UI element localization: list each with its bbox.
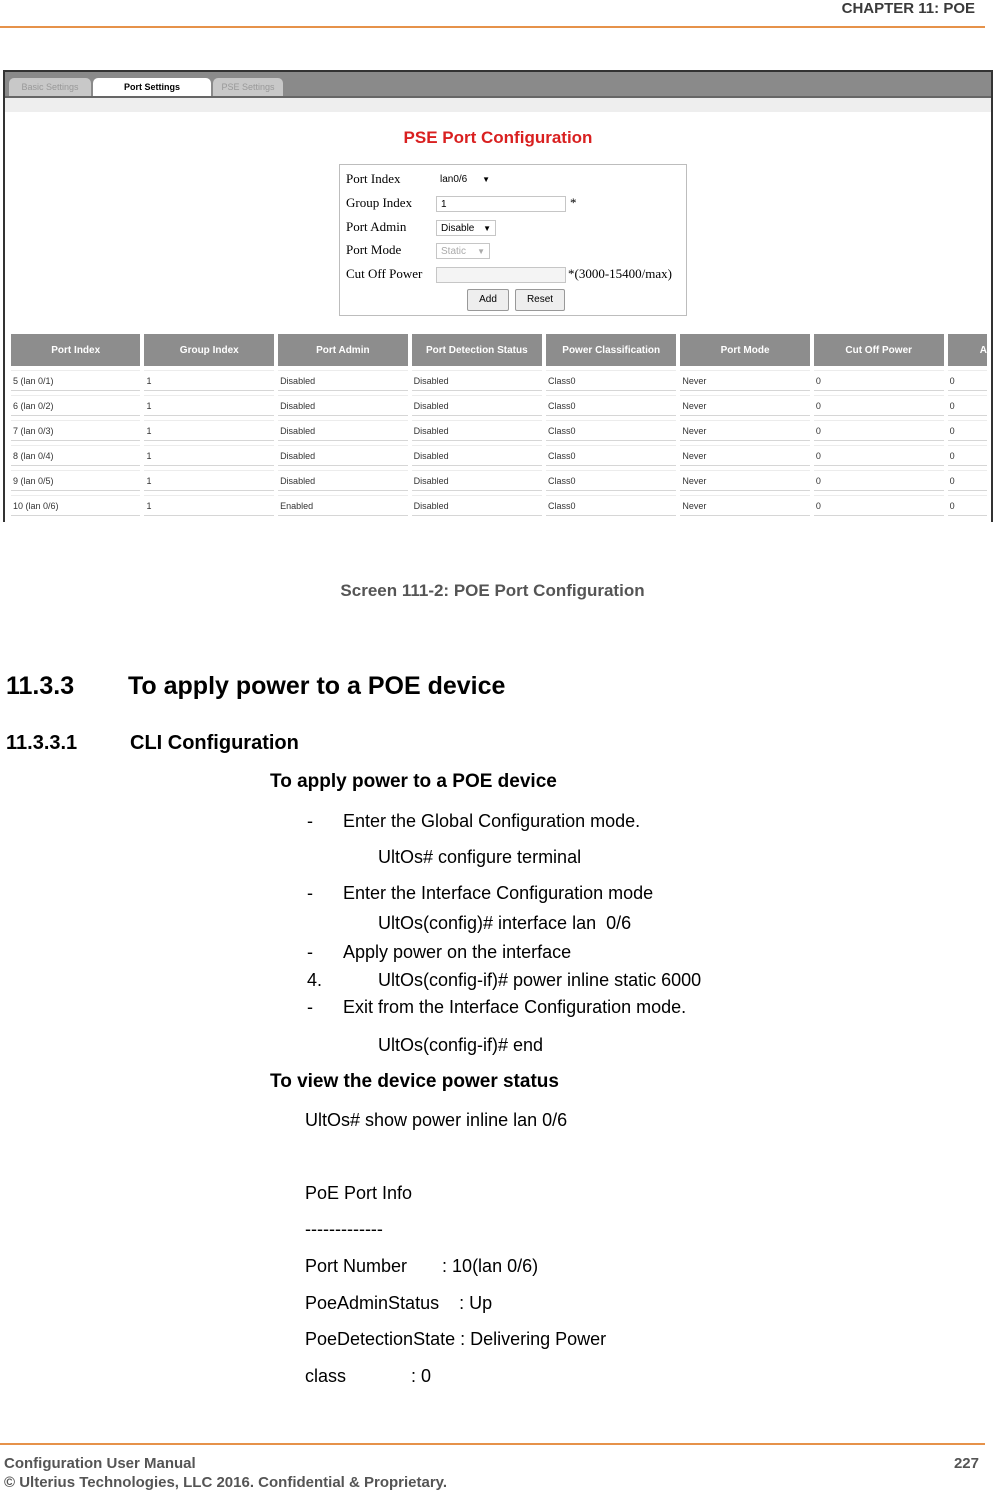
procedure-heading: To apply power to a POE device — [270, 771, 557, 792]
cell: Class0 — [546, 495, 676, 516]
cell: Disabled — [412, 395, 542, 416]
subsection-number: 11.3.3.1 — [6, 732, 78, 754]
cell: 1 — [144, 495, 274, 516]
col-truncated: A — [948, 334, 987, 366]
cell: 0 — [814, 370, 944, 391]
cell: Class0 — [546, 420, 676, 441]
port-index-value: lan0/6 — [440, 174, 468, 185]
port-mode-label: Port Mode — [346, 242, 402, 257]
cell: 8 (lan 0/4) — [11, 445, 140, 466]
cell: 10 (lan 0/6) — [11, 495, 140, 516]
cli-command: UltOs# show power inline lan 0/6 — [305, 1110, 568, 1130]
step-text: Apply power on the interface — [343, 942, 572, 962]
chevron-down-icon: ▼ — [482, 175, 490, 184]
cell: 1 — [144, 370, 274, 391]
cell: Disabled — [412, 420, 542, 441]
port-mode-value: Static — [441, 246, 467, 257]
port-table — [7, 330, 991, 520]
group-index-label: Group Index — [346, 195, 413, 210]
cell: 0 — [814, 445, 944, 466]
required-marker: * — [570, 195, 577, 210]
cut-off-power-hint: *(3000-15400/max) — [568, 266, 672, 281]
cell: Disabled — [278, 445, 408, 466]
output-detection-state: PoeDetectionState : Delivering Power — [305, 1329, 607, 1349]
cell: Disabled — [412, 470, 542, 491]
footer-manual: Configuration User Manual — [4, 1455, 196, 1472]
chevron-down-icon: ▼ — [477, 247, 485, 256]
section-title: To apply power to a POE device — [128, 672, 506, 700]
figure-caption: Screen 111-2: POE Port Configuration — [340, 581, 645, 600]
group-index-input[interactable]: 1 — [436, 196, 566, 212]
step-text: Exit from the Interface Configuration mode. — [343, 997, 687, 1017]
cell: Class0 — [546, 470, 676, 491]
cell: Disabled — [278, 470, 408, 491]
page-title: PSE Port Configuration — [403, 128, 593, 147]
section-number: 11.3.3 — [6, 672, 75, 700]
footer-copyright: © Ulterius Technologies, LLC 2016. Confidential & Proprietary. — [4, 1474, 448, 1491]
cell: 0 — [814, 470, 944, 491]
reset-button[interactable]: Reset — [515, 289, 565, 311]
table-row[interactable] — [11, 395, 987, 416]
add-button[interactable]: Add — [467, 289, 509, 311]
port-admin-select[interactable] — [436, 220, 496, 236]
table-row[interactable] — [11, 420, 987, 441]
table-row[interactable] — [11, 470, 987, 491]
header-rule — [0, 26, 985, 28]
chapter-header: CHAPTER 11: POE — [841, 0, 975, 17]
col-power-classification: Power Classification — [546, 334, 676, 366]
section-heading — [6, 672, 505, 701]
col-group-index: Group Index — [144, 334, 274, 366]
table-row[interactable] — [11, 445, 987, 466]
chevron-down-icon: ▼ — [483, 224, 491, 233]
step-marker: - — [307, 997, 313, 1017]
port-mode-select[interactable] — [436, 243, 490, 259]
pse-port-configuration-screenshot — [3, 70, 993, 522]
view-heading: To view the device power status — [270, 1071, 559, 1092]
cell: Class0 — [546, 370, 676, 391]
table-row[interactable] — [11, 495, 987, 516]
cell: 9 (lan 0/5) — [11, 470, 140, 491]
toolbar-band — [5, 98, 991, 112]
cell: 7 (lan 0/3) — [11, 420, 140, 441]
cli-command: UltOs(config-if)# power inline static 6000 — [378, 970, 702, 990]
cell: Disabled — [412, 495, 542, 516]
col-port-admin: Port Admin — [278, 334, 408, 366]
output-class: class : 0 — [305, 1366, 432, 1386]
cell: Never — [680, 395, 809, 416]
port-admin-value: Disable — [441, 223, 475, 234]
cell: 0 — [948, 495, 987, 516]
cell: Enabled — [278, 495, 408, 516]
col-port-index: Port Index — [11, 334, 140, 366]
cell: 0 — [948, 470, 987, 491]
cell: 1 — [144, 470, 274, 491]
cell: Disabled — [412, 370, 542, 391]
tab-basic-settings[interactable]: Basic Settings — [9, 78, 91, 96]
page-number: 227 — [953, 1455, 979, 1472]
port-index-label: Port Index — [346, 171, 401, 186]
tab-bar — [5, 72, 991, 98]
cell: Never — [680, 370, 809, 391]
cell: 6 (lan 0/2) — [11, 395, 140, 416]
footer-rule — [0, 1443, 985, 1445]
cut-off-power-input[interactable] — [436, 267, 566, 283]
step-marker: - — [307, 811, 313, 831]
cell: 0 — [948, 420, 987, 441]
cell: Never — [680, 420, 809, 441]
cli-command: UltOs(config-if)# end — [378, 1035, 544, 1055]
cell: Class0 — [546, 445, 676, 466]
col-cut-off-power: Cut Off Power — [814, 334, 944, 366]
table-row[interactable] — [11, 370, 987, 391]
cell: Disabled — [278, 420, 408, 441]
col-port-detection-status: Port Detection Status — [412, 334, 542, 366]
tab-pse-settings[interactable]: PSE Settings — [213, 78, 283, 96]
step-marker: - — [307, 942, 313, 962]
output-admin-status: PoeAdminStatus : Up — [305, 1293, 493, 1313]
step-text: Enter the Interface Configuration mode — [343, 883, 654, 903]
subsection-title: CLI Configuration — [130, 732, 299, 754]
cell: Never — [680, 470, 809, 491]
step-text: Enter the Global Configuration mode. — [343, 811, 641, 831]
cell: 5 (lan 0/1) — [11, 370, 140, 391]
cell: 0 — [948, 370, 987, 391]
cell: 1 — [144, 420, 274, 441]
cell: Never — [680, 495, 809, 516]
port-admin-label: Port Admin — [346, 219, 407, 234]
cell: Class0 — [546, 395, 676, 416]
cell: Disabled — [278, 370, 408, 391]
step-marker: 4. — [307, 970, 323, 990]
cell: 0 — [814, 395, 944, 416]
cell: 0 — [948, 395, 987, 416]
cli-command: UltOs# configure terminal — [378, 847, 582, 867]
subsection-heading — [6, 732, 299, 755]
cell: Disabled — [278, 395, 408, 416]
cell: 0 — [948, 445, 987, 466]
port-config-form — [339, 164, 687, 316]
output-title: PoE Port Info — [305, 1183, 413, 1203]
tab-port-settings[interactable]: Port Settings — [93, 78, 211, 96]
output-separator: ------------- — [305, 1219, 383, 1239]
port-index-select[interactable] — [436, 172, 494, 188]
cell: 1 — [144, 395, 274, 416]
cell: 1 — [144, 445, 274, 466]
cell: 0 — [814, 495, 944, 516]
cell: Never — [680, 445, 809, 466]
col-port-mode: Port Mode — [680, 334, 809, 366]
cell: 0 — [814, 420, 944, 441]
output-port-number: Port Number : 10(lan 0/6) — [305, 1256, 539, 1276]
cli-command: UltOs(config)# interface lan 0/6 — [378, 913, 632, 933]
step-marker: - — [307, 883, 313, 903]
cell: Disabled — [412, 445, 542, 466]
cut-off-power-label: Cut Off Power — [346, 266, 423, 281]
table-header-row — [11, 334, 987, 366]
